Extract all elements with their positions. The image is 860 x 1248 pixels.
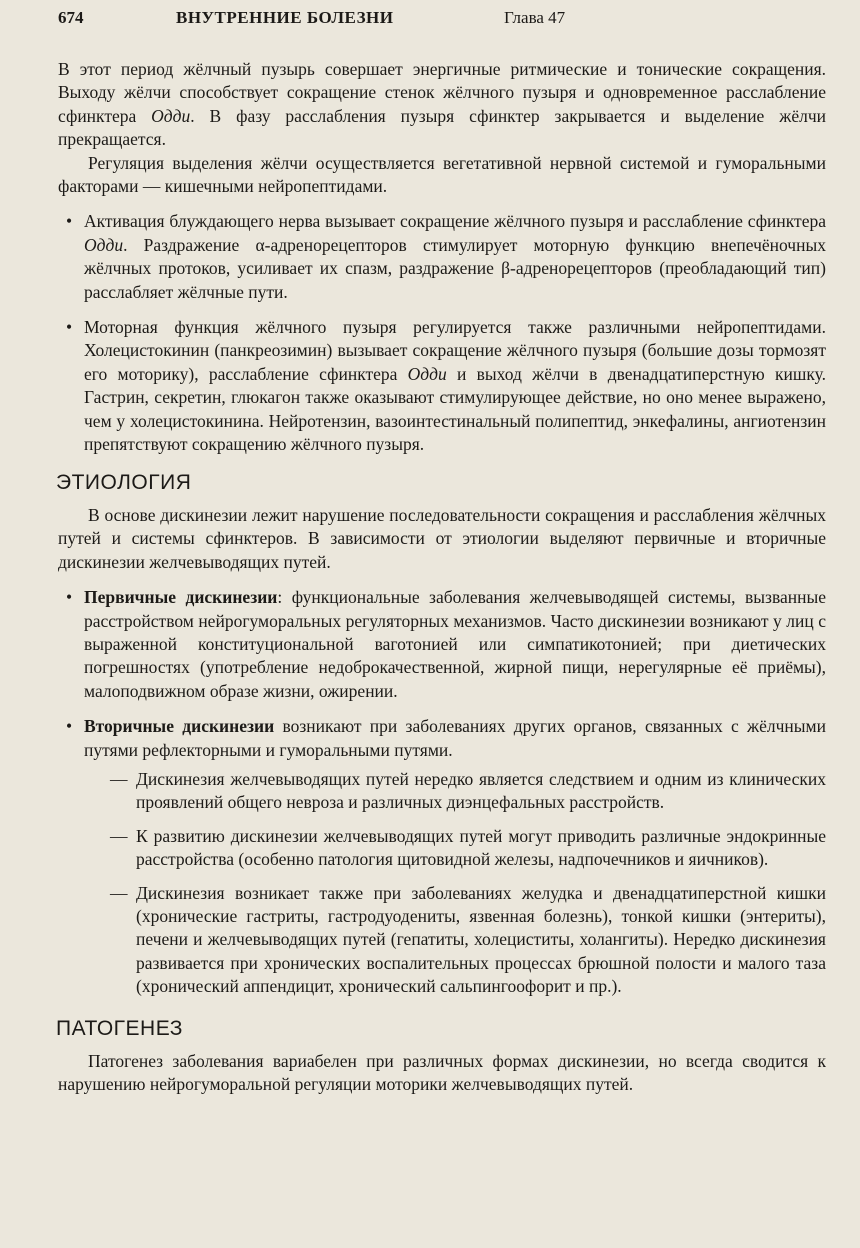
paragraph-pathogenesis: Патогенез заболевания вариабелен при различных формах дискинезии, но всегда сводится к нарушению нейрогуморальной регуляции моторики желчевыводящих путей. xyxy=(58,1051,826,1095)
list-item-secondary: • Вторичные дискинезии возникают при заболеваниях других органов, связанных с жёлчными путями рефлекторными и гуморальными путями. — Дискинезия желчевыводящих путей нередко является следствием и одним из клинических проявлений общего невроза и различных диэнцефальных расстройств. — К развитию дискинезии желчевыводящих путей могут приводить различные эндокринные расстройства (особенно патология щитовидной железы, надпочечников и яичников). — Дискинезия возникает также при заболеваниях желудка и двенадцатиперстной кишки (хронические гастриты, гастродуодениты, язвенная болезнь), тонкой кишки (энтериты), печени и желчевыводящих путей (гепатиты, холециститы, холангиты). Нередко дискинезия развивается при хронических воспалительных процессах брюшной полости и малого таза (хронический аппендицит, хронический сальпингоофорит и пр.). xyxy=(58,715,826,998)
chapter-label: Глава 47 xyxy=(504,8,566,27)
list-item-vagus: • Активация блуждающего нерва вызывает сокращение жёлчного пузыря и расслабление сфинктера Одди. Раздражение α-адренорецепторов стимулирует моторную функцию внепечёночных жёлчных протоков, усиливает их спазм, раздражение β-адренорецепторов (преобладающий тип) расслабляет жёлчные пути. xyxy=(58,210,826,304)
etiology-list xyxy=(58,586,826,999)
running-header xyxy=(58,8,828,34)
dash-item-gi: — Дискинезия возникает также при заболеваниях желудка и двенадцатиперстной кишки (хронические гастриты, гастродуодениты, язвенная болезнь), тонкой кишки (энтериты), печени и желчевыводящих путей (гепатиты, холециститы, холангиты). Нередко дискинезия развивается при хронических воспалительных процессах брюшной полости и малого таза (хронический аппендицит, хронический сальпингоофорит и пр.). xyxy=(58,882,826,999)
dash-item-endocrine: — К развитию дискинезии желчевыводящих путей могут приводить различные эндокринные расстройства (особенно патология щитовидной железы, надпочечников и яичников). xyxy=(58,825,826,872)
dash-item-neurosis: — Дискинезия желчевыводящих путей нередко является следствием и одним из клинических проявлений общего невроза и различных диэнцефальных расстройств. xyxy=(58,768,826,815)
list-item-primary: • Первичные дискинезии: функциональные заболевания желчевыводящей системы, вызванные расстройством нейрогуморальных регуляторных механизмов. Часто дискинезии возникают у лиц с выраженной конституциональной ваготонией или симпатикотонией; при диетических погрешностях (употребление недоброкачественной, жирной пищи, нерегулярные её приёмы), малоподвижном образе жизни, ожирении. xyxy=(58,586,826,703)
secondary-causes-list xyxy=(84,768,826,999)
regulation-list xyxy=(58,210,826,456)
list-item-neuropeptides: • Моторная функция жёлчного пузыря регулируется также различными нейропептидами. Холецистокинин (панкреозимин) вызывает сокращение жёлчного пузыря (большие дозы тормозят его моторику), расслабление сфинктера Одди и выход жёлчи в двенадцатиперстную кишку. Гастрин, секретин, глюкагон также оказывают стимулирующее действие, но оно менее выражено, чем у холецистокинина. Нейротензин, вазоинтестинальный полипептид, энкефалины, ангиотензин препятствуют сокращению жёлчного пузыря. xyxy=(58,316,826,456)
page-body xyxy=(58,58,826,1097)
paragraph-gallbladder-phase: В этот период жёлчный пузырь совершает энергичные ритмические и тонические сокращения. Выходу жёлчи способствует сокращение стенок жёлчного пузыря и одновременное расслабление сфинктера Одди. В фазу расслабления пузыря сфинктер закрывается и выделение жёлчи прекращается. xyxy=(58,59,826,150)
section-heading-etiology: ЭТИОЛОГИЯ xyxy=(56,470,192,494)
page-number: 674 xyxy=(58,8,84,27)
book-title: ВНУТРЕННИЕ БОЛЕЗНИ xyxy=(176,8,394,27)
section-heading-pathogenesis: ПАТОГЕНЕЗ xyxy=(56,1016,183,1040)
paragraph-etiology: В основе дискинезии лежит нарушение последовательности сокращения и расслабления жёлчных путей и системы сфинктеров. В зависимости от этиологии выделяют первичные и вторичные дискинезии желчевыводящих путей. xyxy=(58,504,826,572)
paragraph-regulation: Регуляция выделения жёлчи осуществляется вегетативной нервной системой и гуморальными факторами — кишечными нейропептидами. xyxy=(58,152,826,197)
